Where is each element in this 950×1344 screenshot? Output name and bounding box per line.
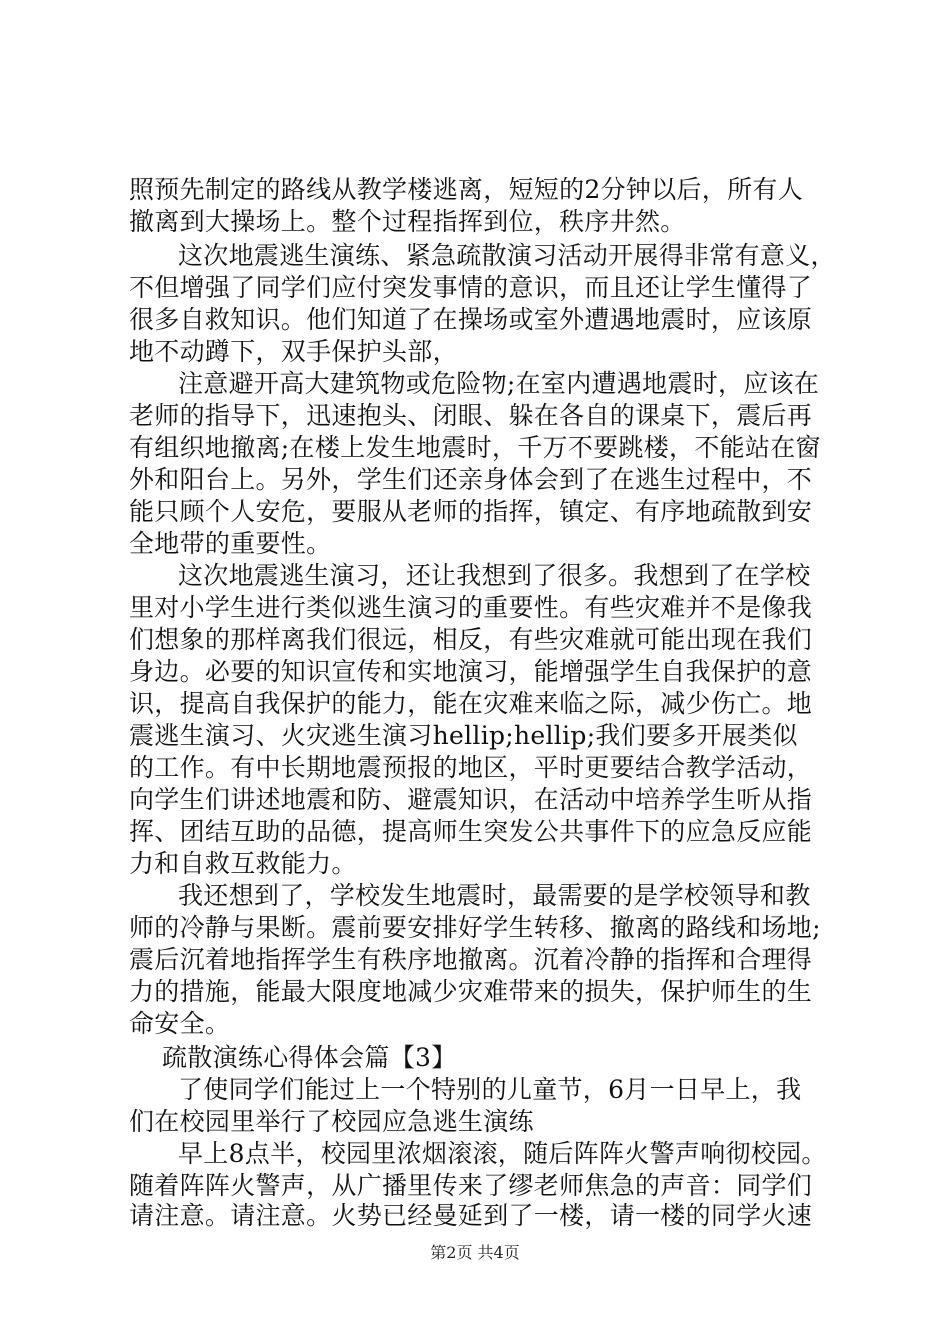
text-line: 很多自救知识。他们知道了在操场或室外遭遇地震时，应该原 (129, 305, 813, 334)
text-line: 不但增强了同学们应付突发事情的意识，而且还让学生懂得了 (129, 273, 813, 302)
text-line: 撤离到大操场上。整个过程指挥到位，秩序井然。 (129, 207, 686, 236)
text-line: 全地带的重要性。 (129, 529, 332, 558)
paragraph-start-line: 我还想到了，学校发生地震时，最需要的是学校领导和教 (178, 881, 811, 910)
text-line: 照预先制定的路线从教学楼逃离，短短的2分钟以后，所有人 (129, 175, 804, 204)
paragraph-start-line: 了使同学们能过上一个特别的儿童节，6月一日早上，我 (178, 1075, 802, 1104)
text-line: 震逃生演习、火灾逃生演习hellip;hellip;我们要多开展类似 (129, 721, 798, 750)
text-line: 请注意。请注意。火势已经曼延到了一楼，请一楼的同学火速 (129, 1201, 813, 1230)
text-line: 们在校园里举行了校园应急逃生演练 (129, 1107, 534, 1136)
text-line: 的工作。有中长期地震预报的地区，平时更要结合教学活动， (129, 753, 813, 782)
text-line: 身边。必要的知识宣传和实地演习，能增强学生自我保护的意 (129, 657, 813, 686)
text-line: 外和阳台上。另外，学生们还亲身体会到了在逃生过程中，不 (129, 465, 813, 494)
text-line: 挥、团结互助的品德，提高师生突发公共事件下的应急反应能 (129, 817, 813, 846)
text-line: 识，提高自我保护的能力，能在灾难来临之际，减少伤亡。地 (129, 689, 813, 718)
page-number-footer: 第2页 共4页 (430, 1243, 520, 1262)
text-line: 有组织地撤离;在楼上发生地震时，千万不要跳楼，不能站在窗 (129, 433, 821, 462)
text-line: 地不动蹲下，双手保护头部， (129, 337, 458, 366)
text-line: 老师的指导下，迅速抱头、闭眼、躲在各自的课桌下，震后再 (129, 401, 813, 430)
paragraph-start-line: 这次地震逃生演练、紧急疏散演习活动开展得非常有意义， (178, 241, 836, 270)
text-line: 震后沉着地指挥学生有秩序地撤离。沉着冷静的指挥和合理得 (129, 945, 813, 974)
text-line: 命安全。 (129, 1009, 231, 1038)
paragraph-start-line: 注意避开高大建筑物或危险物;在室内遭遇地震时，应该在 (178, 369, 820, 398)
text-line: 师的冷静与果断。震前要安排好学生转移、撤离的路线和场地; (129, 913, 821, 942)
text-line: 里对小学生进行类似逃生演习的重要性。有些灾难并不是像我 (129, 593, 813, 622)
text-line: 力的措施，能最大限度地减少灾难带来的损失，保护师生的生 (129, 977, 813, 1006)
text-line: 随着阵阵火警声，从广播里传来了缪老师焦急的声音：同学们 (129, 1171, 813, 1200)
paragraph-start-line: 这次地震逃生演习，还让我想到了很多。我想到了在学校 (178, 561, 811, 590)
text-line: 们想象的那样离我们很远，相反，有些灾难就可能出现在我们 (129, 625, 813, 654)
section-heading: 疏散演练心得体会篇【3】 (162, 1043, 457, 1072)
text-line: 能只顾个人安危，要服从老师的指挥，镇定、有序地疏散到安 (129, 497, 813, 526)
text-line: 力和自救互救能力。 (129, 849, 357, 878)
text-line: 向学生们讲述地震和防、避震知识，在活动中培养学生听从指 (129, 785, 813, 814)
paragraph-start-line: 早上8点半，校园里浓烟滚滚，随后阵阵火警声响彻校园。 (178, 1139, 827, 1168)
